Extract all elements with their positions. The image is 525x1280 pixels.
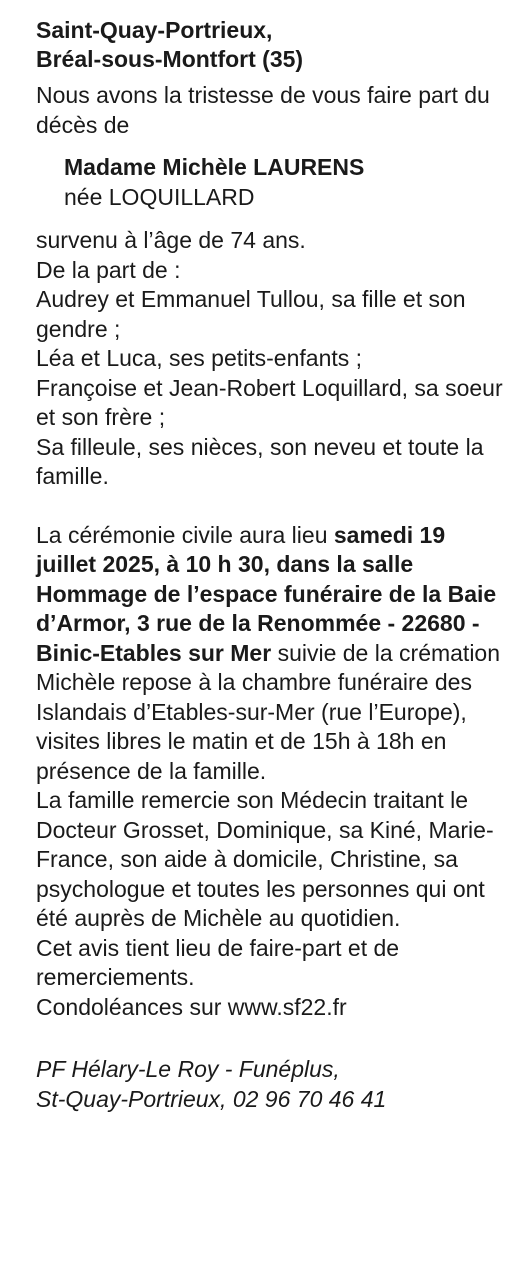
deceased-maiden-name: née LOQUILLARD bbox=[64, 184, 255, 210]
age-text: survenu à l’âge de 74 ans. bbox=[36, 227, 306, 253]
family-block bbox=[36, 226, 506, 492]
location-line-2: Bréal-sous-Montfort (35) bbox=[36, 46, 304, 72]
obituary-notice bbox=[36, 16, 506, 1114]
signature-line-1: PF Hélary-Le Roy - Funéplus, bbox=[36, 1056, 340, 1082]
deceased-block bbox=[36, 152, 506, 212]
ceremony-tail: suivie de la crémation bbox=[271, 639, 501, 666]
family-member: Sa filleule, ses nièces, son neveu et toute la famille. bbox=[36, 433, 484, 489]
details-paragraph: Cet avis tient lieu de faire-part et de remerciements. bbox=[36, 934, 400, 990]
funeral-home-signature bbox=[36, 1054, 506, 1114]
ceremony-text bbox=[36, 521, 506, 669]
details-paragraph: Michèle repose à la chambre funéraire des Islandais d’Etables-sur-Mer (rue l’Europe), visites libres le matin et de 15h à 18h en présence de la famille. bbox=[36, 669, 472, 784]
family-member: Françoise et Jean-Robert Loquillard, sa soeur et son frère ; bbox=[36, 374, 503, 430]
location-header bbox=[36, 16, 506, 74]
ceremony-block bbox=[36, 521, 506, 1023]
condolences-text: Condoléances sur www.sf22.fr bbox=[36, 993, 347, 1020]
ceremony-details: samedi 19 juillet 2025, à 10 h 30, dans la salle Hommage de l’espace funéraire de la Baie d’Armor, 3 rue de la Renommée - 22680 - Binic-Etables sur Mer bbox=[36, 521, 497, 666]
details-paragraph: La famille remercie son Médecin traitant le Docteur Grosset, Dominique, sa Kiné, Marie-France, son aide à domicile, Christine, sa psychologue et toutes les personnes qui ont été auprès de Michèle au quotidien. bbox=[36, 787, 494, 931]
family-member: Léa et Luca, ses petits-enfants ; bbox=[36, 345, 363, 371]
location-line-1: Saint-Quay-Portrieux, bbox=[36, 17, 273, 43]
ceremony-lead: La cérémonie civile aura lieu bbox=[36, 521, 334, 548]
family-member: Audrey et Emmanuel Tullou, sa fille et son gendre ; bbox=[36, 286, 466, 342]
intro-text: Nous avons la tristesse de vous faire part du décès de bbox=[36, 82, 490, 138]
from-text: De la part de : bbox=[36, 256, 181, 283]
signature-line-2: St-Quay-Portrieux, 02 96 70 46 41 bbox=[36, 1086, 387, 1112]
deceased-name: Madame Michèle LAURENS bbox=[64, 154, 365, 180]
